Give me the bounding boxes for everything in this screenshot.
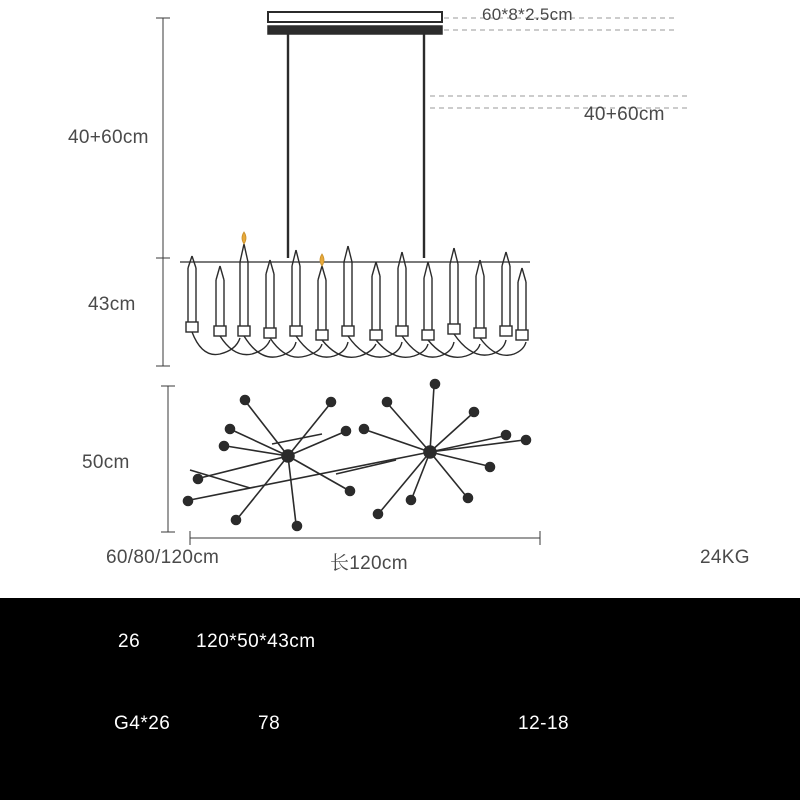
label-width-options: 60/80/120cm: [106, 547, 220, 568]
spec-bulb-type: G4*26: [114, 713, 171, 734]
candle-arms: [186, 232, 528, 340]
label-weight: 24KG: [700, 547, 750, 568]
suspension-rods: [288, 34, 424, 258]
label-height: 43cm: [88, 294, 136, 315]
canopy-plate: [268, 12, 442, 34]
spec-room-area: 12-18: [518, 713, 570, 734]
label-drop-right: 40+60cm: [584, 104, 665, 125]
spec-panel: [0, 598, 800, 800]
callout-leaders: [430, 18, 690, 108]
plan-view: [184, 380, 531, 531]
label-canopy-size: 60*8*2.5cm: [482, 5, 573, 24]
label-length: 长120cm: [330, 553, 408, 574]
spec-light-count: 26: [118, 631, 141, 652]
spec-wattage: 78: [258, 713, 281, 734]
label-depth: 50cm: [82, 452, 130, 473]
dimension-lines: [156, 18, 540, 545]
spec-dimensions: 120*50*43cm: [196, 631, 316, 652]
label-drop-left: 40+60cm: [68, 127, 149, 148]
